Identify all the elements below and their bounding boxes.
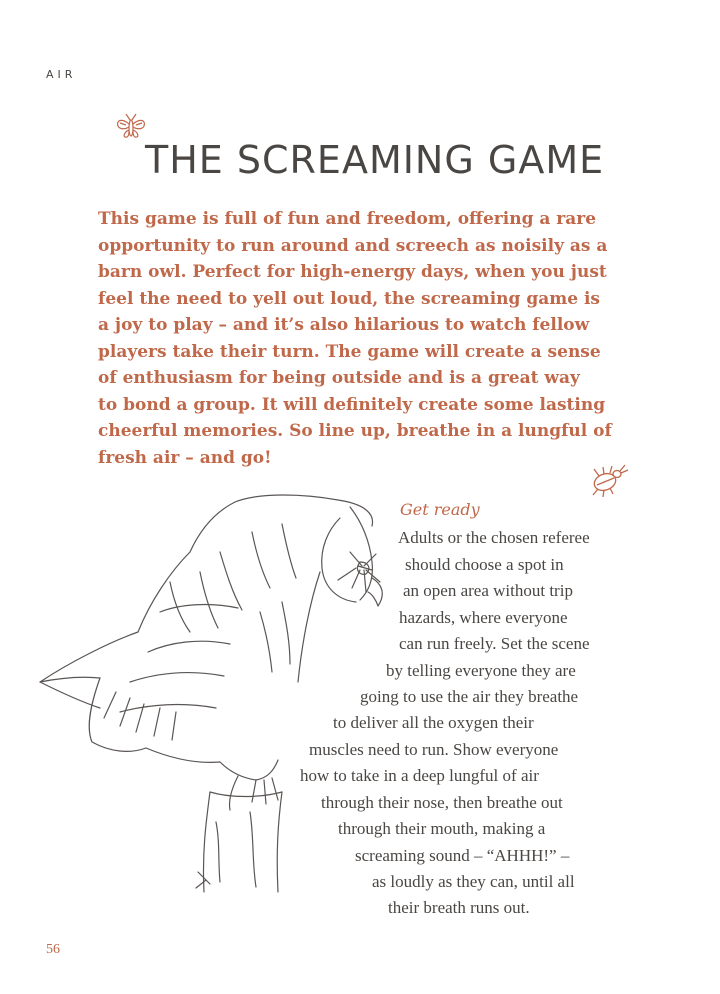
- body-line: through their mouth, making a: [338, 819, 546, 838]
- body-line: hazards, where everyone: [399, 608, 568, 627]
- intro-line: opportunity to run around and screech as noisily as a: [98, 235, 608, 256]
- section-label: AIR: [46, 68, 77, 81]
- body-line: through their nose, then breathe out: [321, 793, 563, 812]
- intro-line: to bond a group. It will definitely create some lasting: [98, 394, 606, 415]
- intro-line: cheerful memories. So line up, breathe in a lungful of: [98, 421, 612, 441]
- intro-line: barn owl. Perfect for high-energy days, when you just: [98, 262, 607, 282]
- page-number: 56: [46, 942, 60, 957]
- body-line: should choose a spot in: [405, 555, 564, 574]
- page-title: THE SCREAMING GAME: [145, 138, 605, 182]
- intro-line: of enthusiasm for being outside and is a great way: [98, 368, 580, 388]
- body-line: as loudly as they can, until all: [372, 872, 575, 891]
- body-line: to deliver all the oxygen their: [333, 713, 534, 732]
- beetle-icon: [581, 459, 631, 499]
- body-line: going to use the air they breathe: [360, 687, 579, 706]
- body-line: muscles need to run. Show everyone: [309, 740, 559, 759]
- body-line: by telling everyone they are: [386, 661, 576, 680]
- barn-owl-illustration: [20, 492, 400, 912]
- get-ready-heading: Get ready: [400, 500, 480, 519]
- body-line: how to take in a deep lungful of air: [300, 766, 539, 785]
- body-line: an open area without trip: [403, 581, 573, 600]
- intro-line: This game is full of fun and freedom, offering a rare: [98, 209, 597, 229]
- body-line: screaming sound – “AHHH!” –: [355, 846, 570, 865]
- body-line: Adults or the chosen referee: [398, 528, 590, 547]
- intro-line: a joy to play – and it’s also hilarious to watch fellow: [98, 315, 590, 335]
- body-line: can run freely. Set the scene: [399, 634, 590, 653]
- intro-line: fresh air – and go!: [98, 447, 272, 468]
- body-line: their breath runs out.: [388, 898, 530, 917]
- intro-line: feel the need to yell out loud, the screaming game is: [98, 288, 600, 309]
- intro-line: players take their turn. The game will create a sense: [98, 341, 601, 362]
- intro-paragraph: [98, 206, 638, 471]
